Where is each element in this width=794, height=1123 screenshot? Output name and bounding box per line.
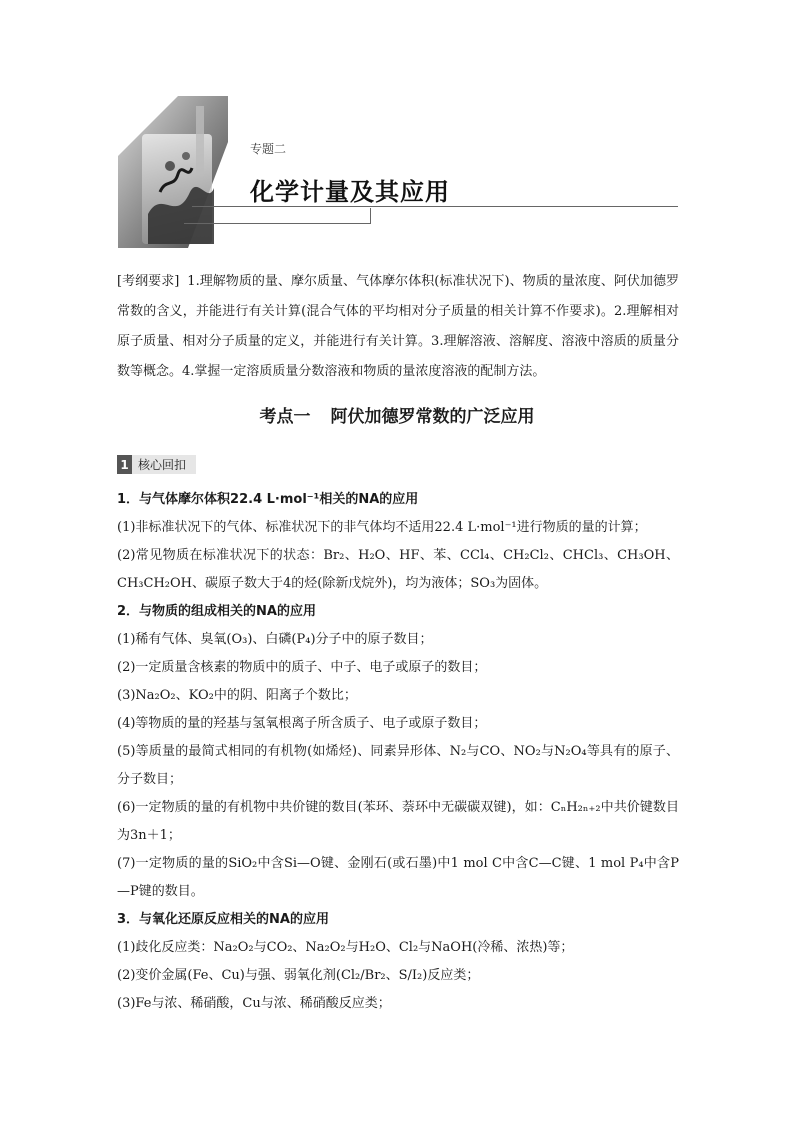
paragraph: (5)等质量的最简式相同的有机物(如烯烃)、同素异形体、N₂与CO、NO₂与N₂O₄等具有的原子、分子数目； — [117, 744, 679, 787]
exam-requirements — [117, 267, 679, 387]
title-rule-lower — [184, 223, 370, 224]
heading-3: 3．与氧化还原反应相关的NA的应用 — [117, 912, 329, 927]
paragraph: (1)非标准状况下的气体、标准状况下的非气体均不适用22.4 L·mol⁻¹进行物质的量的计算； — [117, 520, 647, 535]
section-number: 考点一 — [259, 407, 311, 427]
paragraph: (2)一定质量含核素的物质中的质子、中子、电子或原子的数目； — [117, 660, 487, 675]
title-rule-tick — [370, 208, 371, 224]
title-rule — [192, 206, 678, 207]
requirements-text: 1.理解物质的量、摩尔质量、气体摩尔体积(标准状况下)、物质的量浓度、阿伏加德罗常数的含义，并能进行有关计算(混合气体的平均相对分子质量的相关计算不作要求)。2.理解相对原子质量、相对分子质量的定义，并能进行有关计算。3.理解溶液、溶解度、溶液中溶质的质量分数等概念。4.掌握一定溶质质量分数溶液和物质的量浓度溶液的配制方法。 — [117, 274, 679, 379]
heading-2: 2．与物质的组成相关的NA的应用 — [117, 604, 316, 619]
paragraph: (2)变价金属(Fe、Cu)与强、弱氧化剂(Cl₂/Br₂、S/I₂)反应类； — [117, 968, 480, 983]
core-review-number: 1 — [117, 455, 132, 474]
paragraph: (7)一定物质的量的SiO₂中含Si—O键、金刚石(或石墨)中1 mol C中含C—C键、1 mol P₄中含P—P键的数目。 — [117, 856, 679, 899]
beaker-photo-image — [118, 96, 228, 248]
topic-label: 专题二 — [250, 142, 287, 156]
paragraph: (1)稀有气体、臭氧(O₃)、白磷(P₄)分子中的原子数目； — [117, 632, 433, 647]
section-title — [0, 402, 794, 427]
content-body — [117, 486, 679, 1018]
paragraph: (6)一定物质的量的有机物中共价键的数目(苯环、萘环中无碳碳双键)，如：CₙH₂ₙ₊₂中共价键数目为3n＋1； — [117, 800, 679, 843]
paragraph: (1)歧化反应类：Na₂O₂与CO₂、Na₂O₂与H₂O、Cl₂与NaOH(冷稀、浓热)等； — [117, 940, 574, 955]
core-review-heading — [117, 455, 196, 474]
heading-1: 1．与气体摩尔体积22.4 L·mol⁻¹相关的NA的应用 — [117, 492, 419, 507]
paragraph: (3)Fe与浓、稀硝酸，Cu与浓、稀硝酸反应类； — [117, 996, 391, 1011]
core-review-label: 核心回扣 — [138, 458, 187, 472]
chapter-title: 化学计量及其应用 — [250, 178, 450, 206]
paragraph: (4)等物质的量的羟基与氢氧根离子所含质子、电子或原子数目； — [117, 716, 487, 731]
requirements-tag: [考纲要求] — [117, 274, 180, 289]
paragraph: (3)Na₂O₂、KO₂中的阴、阳离子个数比； — [117, 688, 357, 703]
section-name: 阿伏加德罗常数的广泛应用 — [330, 407, 535, 427]
paragraph: (2)常见物质在标准状况下的状态：Br₂、H₂O、HF、苯、CCl₄、CH₂Cl₂、CHCl₃、CH₃OH、CH₃CH₂OH、碳原子数大于4的烃(除新戊烷外)，均为液体；SO₃为固体。 — [117, 548, 679, 591]
